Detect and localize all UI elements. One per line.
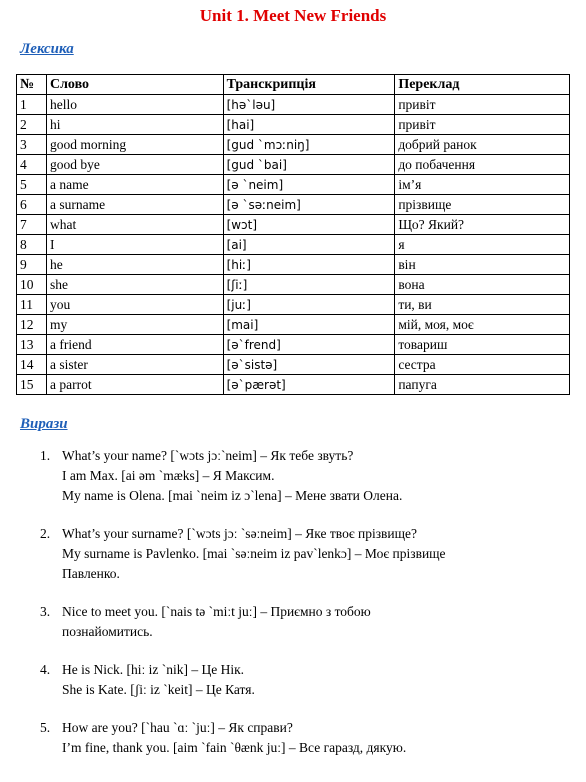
table-row xyxy=(17,155,570,175)
cell-translation: сестра xyxy=(395,355,570,375)
cell-transcription: [ə`frend] xyxy=(223,335,395,355)
vocabulary-table xyxy=(16,74,570,395)
cell-number: 3 xyxy=(17,135,47,155)
vocabulary-heading: Лексика xyxy=(20,41,74,57)
table-row xyxy=(17,215,570,235)
cell-number: 5 xyxy=(17,175,47,195)
cell-transcription: [ə`sistə] xyxy=(223,355,395,375)
cell-translation: товариш xyxy=(395,335,570,355)
cell-translation: привіт xyxy=(395,115,570,135)
list-item xyxy=(16,602,556,642)
cell-transcription: [hiː] xyxy=(223,255,395,275)
table-row xyxy=(17,135,570,155)
list-item xyxy=(16,660,556,700)
cell-translation: прізвище xyxy=(395,195,570,215)
cell-translation: Що? Який? xyxy=(395,215,570,235)
cell-word: a name xyxy=(46,175,223,195)
cell-number: 11 xyxy=(17,295,47,315)
phrase-line: She is Kate. [ʃiː iz `keit] – Це Катя. xyxy=(62,682,255,697)
table-row xyxy=(17,295,570,315)
table-row xyxy=(17,235,570,255)
cell-word: she xyxy=(46,275,223,295)
table-row xyxy=(17,335,570,355)
cell-translation: я xyxy=(395,235,570,255)
cell-transcription: [gud `mɔːniŋ] xyxy=(223,135,395,155)
cell-translation: папуга xyxy=(395,375,570,395)
list-item-number: 4. xyxy=(40,662,51,677)
list-item-number: 3. xyxy=(40,604,51,619)
phrase-line: He is Nick. [hiː iz `nik] – Це Нік. xyxy=(62,662,245,677)
cell-word: a surname xyxy=(46,195,223,215)
cell-transcription: [hai] xyxy=(223,115,395,135)
cell-transcription: [gud `bai] xyxy=(223,155,395,175)
cell-word: a sister xyxy=(46,355,223,375)
table-row xyxy=(17,315,570,335)
cell-number: 4 xyxy=(17,155,47,175)
cell-number: 15 xyxy=(17,375,47,395)
cell-translation: ім’я xyxy=(395,175,570,195)
cell-word: a parrot xyxy=(46,375,223,395)
table-row xyxy=(17,115,570,135)
phrase-line: What’s your surname? [`wɔts jɔː `səːneim] – Яке твоє прізвище? xyxy=(62,526,418,541)
cell-word: good bye xyxy=(46,155,223,175)
cell-translation: ти, ви xyxy=(395,295,570,315)
cell-number: 9 xyxy=(17,255,47,275)
cell-transcription: [ə`pærət] xyxy=(223,375,395,395)
page-title: Unit 1. Meet New Friends xyxy=(199,6,387,25)
cell-translation: добрий ранок xyxy=(395,135,570,155)
phrase-line: I’m fine, thank you. [aim `fain `θænk juː] – Все гаразд, дякую. xyxy=(62,740,407,755)
list-item-number: 1. xyxy=(40,448,51,463)
column-header-transcription: Транскрипція xyxy=(223,75,395,95)
phrase-line: What’s your name? [`wɔts jɔː`neim] – Як тебе звуть? xyxy=(62,448,354,463)
list-item-number: 2. xyxy=(40,526,51,541)
cell-translation: він xyxy=(395,255,570,275)
column-header-number: № xyxy=(17,75,47,95)
table-header-row xyxy=(17,75,570,95)
cell-word: hi xyxy=(46,115,223,135)
list-item-number: 5. xyxy=(40,720,51,735)
cell-word: good morning xyxy=(46,135,223,155)
table-row xyxy=(17,175,570,195)
cell-word: what xyxy=(46,215,223,235)
cell-number: 13 xyxy=(17,335,47,355)
cell-number: 10 xyxy=(17,275,47,295)
phrases-list xyxy=(16,446,556,776)
cell-word: you xyxy=(46,295,223,315)
phrases-heading: Вирази xyxy=(20,416,68,432)
cell-transcription: [mai] xyxy=(223,315,395,335)
cell-word: I xyxy=(46,235,223,255)
phrase-line: How are you? [`hau `ɑː `juː] – Як справи? xyxy=(62,720,293,735)
phrase-line: My surname is Pavlenko. [mai `səːneim iz pav`lenkɔ] – Моє прізвище xyxy=(62,546,446,561)
cell-transcription: [ʃiː] xyxy=(223,275,395,295)
cell-number: 7 xyxy=(17,215,47,235)
cell-transcription: [hə`ləu] xyxy=(223,95,395,115)
cell-number: 8 xyxy=(17,235,47,255)
cell-number: 6 xyxy=(17,195,47,215)
table-row xyxy=(17,275,570,295)
cell-translation: вона xyxy=(395,275,570,295)
cell-translation: мій, моя, моє xyxy=(395,315,570,335)
phrase-line: I am Max. [ai əm `mæks] – Я Максим. xyxy=(62,468,275,483)
table-row xyxy=(17,195,570,215)
cell-number: 1 xyxy=(17,95,47,115)
column-header-translation: Переклад xyxy=(395,75,570,95)
cell-translation: до побачення xyxy=(395,155,570,175)
table-row xyxy=(17,95,570,115)
cell-word: he xyxy=(46,255,223,275)
table-row xyxy=(17,355,570,375)
cell-transcription: [ə `neim] xyxy=(223,175,395,195)
cell-translation: привіт xyxy=(395,95,570,115)
phrase-line: My name is Olena. [mai `neim iz ɔ`lena] – Мене звати Олена. xyxy=(62,488,403,503)
phrase-line: Павленко. xyxy=(62,566,120,581)
cell-transcription: [ai] xyxy=(223,235,395,255)
phrase-line: познайомитись. xyxy=(62,624,153,639)
cell-number: 12 xyxy=(17,315,47,335)
cell-transcription: [wɔt] xyxy=(223,215,395,235)
cell-number: 2 xyxy=(17,115,47,135)
cell-number: 14 xyxy=(17,355,47,375)
cell-transcription: [ə `səːneim] xyxy=(223,195,395,215)
table-row xyxy=(17,255,570,275)
list-item xyxy=(16,446,556,506)
table-row xyxy=(17,375,570,395)
column-header-word: Слово xyxy=(46,75,223,95)
cell-word: my xyxy=(46,315,223,335)
list-item xyxy=(16,524,556,584)
phrase-line: Nice to meet you. [`nais tə `miːt juː] – Приємно з тобою xyxy=(62,604,371,619)
cell-transcription: [juː] xyxy=(223,295,395,315)
cell-word: hello xyxy=(46,95,223,115)
list-item xyxy=(16,718,556,758)
cell-word: a friend xyxy=(46,335,223,355)
